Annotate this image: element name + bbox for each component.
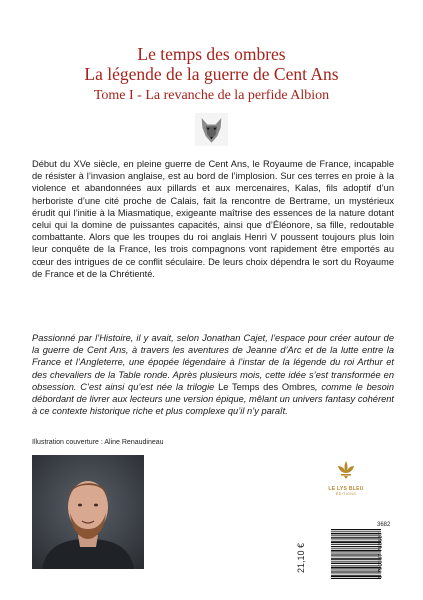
- isbn-digits: 9 791037 783687: [378, 531, 384, 579]
- price: 21,10 €: [296, 542, 306, 574]
- author-text-part1: Passionné par l’Histoire, il y avait, selon Jonathan Cajet, l’espace pour créer autour de la guerre de Cent Ans, à travers les aventures de Jeanne d’Arc et de la lutte entre la France et l’Angleterre, une épopée légendaire à l’instar de la légende du roi Arthur et des chevaliers de la Table ronde. Après plusieurs mois, cette idée s’est transformée en obsession. C’est ainsi qu’est née la trilogie: [32, 333, 394, 392]
- synopsis: Début du XVe siècle, en pleine guerre de Cent Ans, le Royaume de France, incapable de résister à l’invasion anglaise, est au bord de l’implosion. Sur ces terres en proie à la violence et abandonnées aux pillards et aux mercenaires, Kalas, fils adoptif d’un herboriste d’une cité proche de Calais, fait la rencontre de Bertrame, un mystérieux érudit qui l’initie à la Miasmatique, exigeante maîtrise des essences de la nature dotant celui qui la domine de puissantes capacités, ainsi que d’Éléonore, sa fille, redoutable combattante. Alors que les troupes du roi anglais Henri V poussent toujours plus loin leur conquête de la France, les trois compagnons vont rapidement être emportés au cœur des intrigues de ce conflit séculaire. De leurs choix dépendra le sort du Royaume de France et de la Chrétienté.: [32, 159, 394, 279]
- illustration-credit: Illustration couverture : Aline Renaudineau: [32, 439, 164, 446]
- publisher-name: LE LYS BLEU: [328, 486, 364, 492]
- publisher-subtitle: ÉDITIONS: [335, 492, 357, 496]
- wolf-head-icon: [195, 113, 228, 146]
- product-code: 3682: [377, 522, 391, 528]
- author-description: [32, 332, 394, 417]
- book-title: Le temps des ombres: [137, 44, 286, 64]
- trilogy-title: Le Temps des Ombres: [218, 381, 315, 392]
- author-photo: [32, 455, 144, 569]
- publisher-logo: [327, 460, 365, 496]
- author-text-part2: , comme le besoin débordant de livrer aux lecteurs une version épique, mêlant un univers fantasy cohérent à ce contexte historique riche et plus complexe qu’il n’y paraît.: [32, 381, 394, 417]
- title-block: [0, 44, 423, 106]
- book-subtitle: La légende de la guerre de Cent Ans: [84, 64, 339, 84]
- volume-title: Tome I - La revanche de la perfide Albion: [93, 88, 330, 103]
- lily-icon: [335, 460, 357, 480]
